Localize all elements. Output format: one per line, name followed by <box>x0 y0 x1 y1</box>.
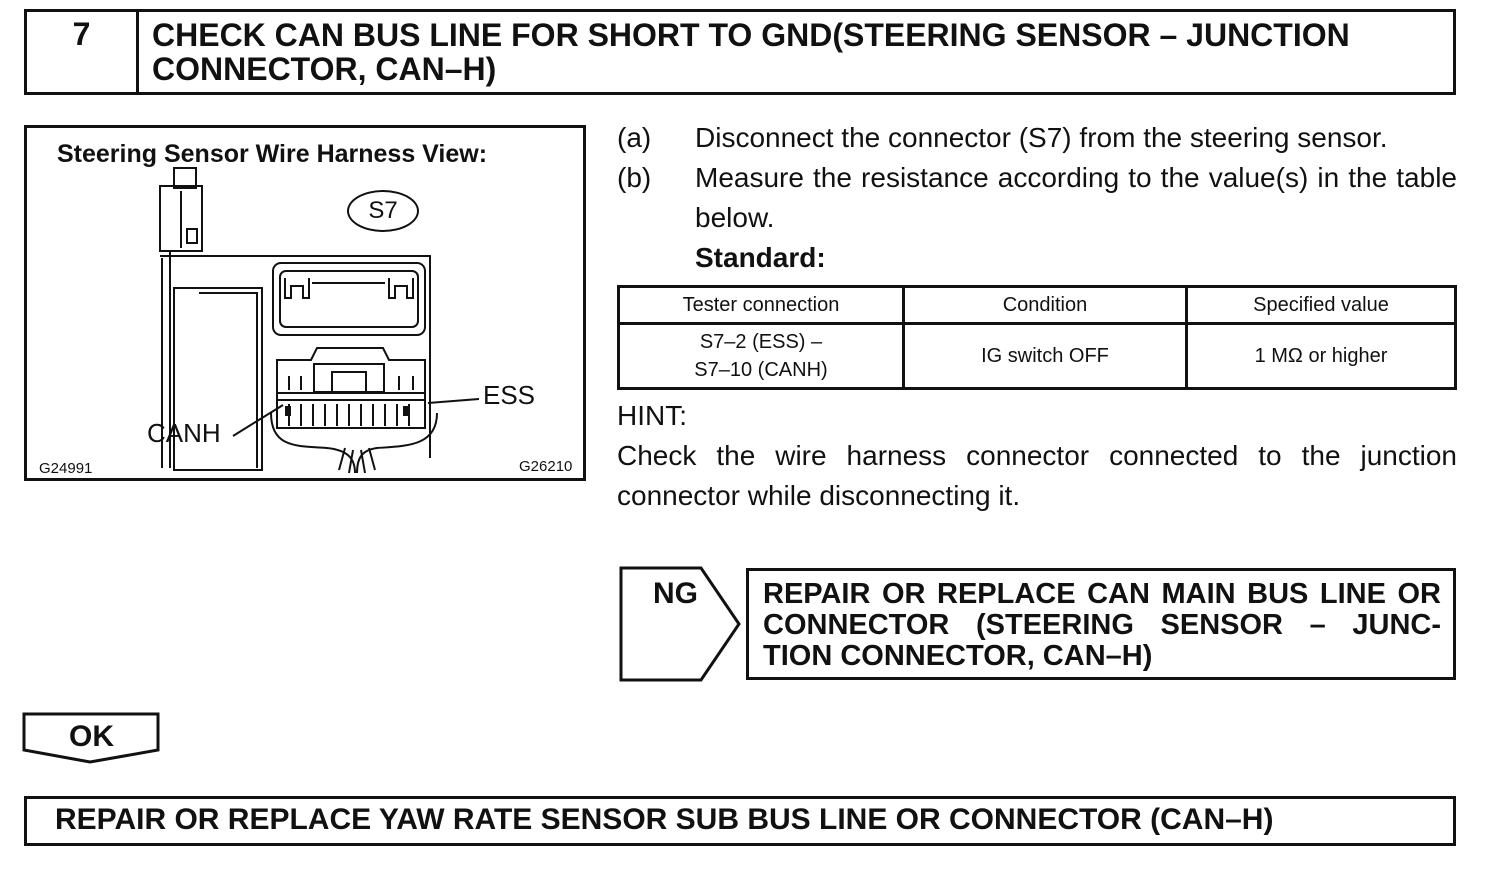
standard-row <box>617 238 1457 278</box>
canh-pin-label: CANH <box>147 418 221 448</box>
figure-code-right: G26210 <box>519 458 573 475</box>
table-row <box>619 324 1456 389</box>
instruction-list <box>617 118 1457 278</box>
ng-result-line: CONNECTOR (STEERING SENSOR – JUNC- <box>763 609 1441 641</box>
figure-code-left: G24991 <box>39 460 93 477</box>
hint-label: HINT: <box>617 400 687 431</box>
instruction-item <box>617 118 1457 158</box>
ng-result-line: REPAIR OR REPLACE CAN MAIN BUS LINE OR <box>763 578 1441 610</box>
column-header: Condition <box>904 287 1187 324</box>
instruction-text: Measure the resistance according to the value(s) in the table below. <box>695 162 1457 233</box>
tester-connection-cell <box>619 324 904 389</box>
ess-pin-label: ESS <box>483 380 536 410</box>
standard-label: Standard: <box>695 242 826 273</box>
instruction-letter: (a) <box>617 122 652 153</box>
connector-illustration <box>27 128 583 478</box>
step-number: 7 <box>27 12 139 92</box>
ok-label: OK <box>69 720 114 753</box>
instruction-text: Disconnect the connector (S7) from the steering sensor. <box>695 122 1388 153</box>
hint-text: Check the wire harness connector connected to the junction connector while disconnecting it. <box>617 440 1457 511</box>
instruction-item <box>617 158 1457 238</box>
spec-table <box>617 285 1457 390</box>
column-header: Tester connection <box>619 287 904 324</box>
s7-connector-badge: S7 <box>347 190 419 232</box>
hint-block <box>617 396 1457 516</box>
ng-result-box <box>746 568 1456 680</box>
condition-cell: IG switch OFF <box>904 324 1187 389</box>
harness-figure <box>24 125 586 481</box>
ok-result-box: REPAIR OR REPLACE YAW RATE SENSOR SUB BUS LINE OR CONNECTOR (CAN–H) <box>24 796 1456 846</box>
figure-title: Steering Sensor Wire Harness View: <box>57 140 488 168</box>
step-header <box>24 9 1456 95</box>
tester-connection-line: S7–2 (ESS) – <box>699 331 823 353</box>
instruction-letter: (b) <box>617 162 652 193</box>
step-title: CHECK CAN BUS LINE FOR SHORT TO GND(STEERING SENSOR – JUNCTION CONNECTOR, CAN–H) <box>152 17 1350 87</box>
ng-result-line: TION CONNECTOR, CAN–H) <box>763 640 1153 672</box>
tester-connection-line: S7–10 (CANH) <box>694 359 828 381</box>
table-header-row <box>619 287 1456 324</box>
column-header: Specified value <box>1187 287 1456 324</box>
ng-label: NG <box>653 577 698 610</box>
specified-value-cell: 1 MΩ or higher <box>1187 324 1456 389</box>
